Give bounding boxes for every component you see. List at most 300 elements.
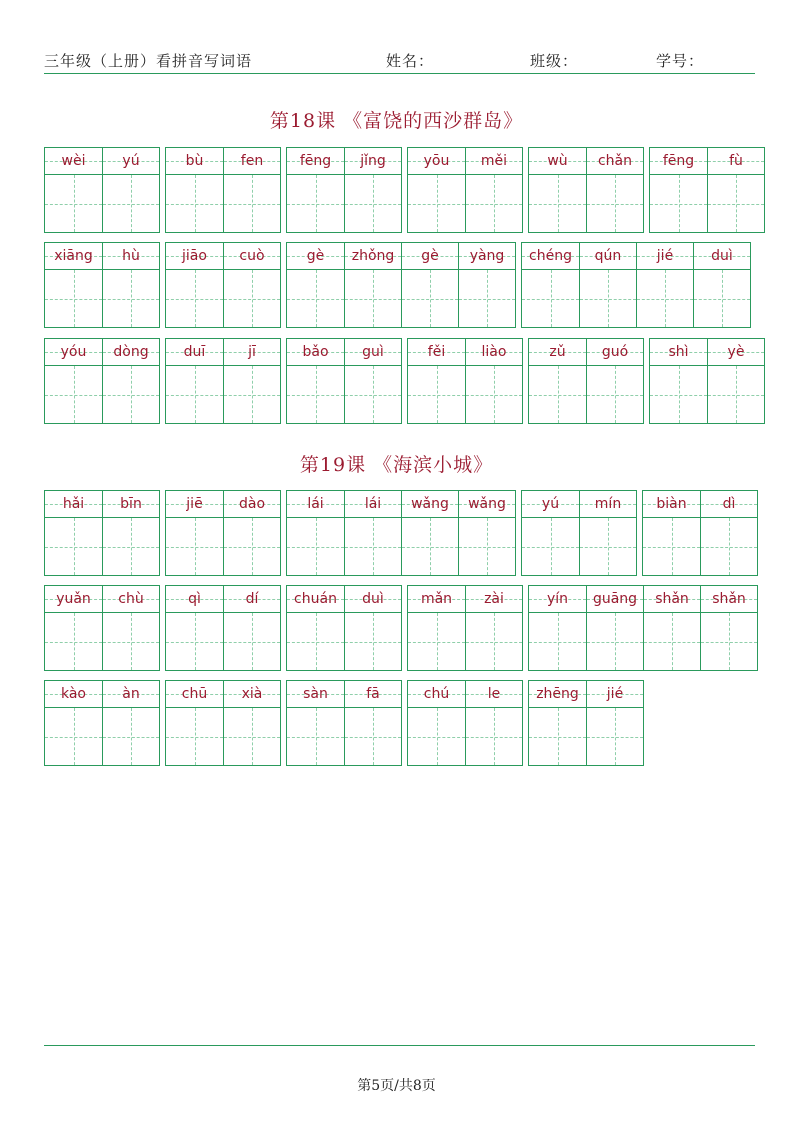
writing-box[interactable] [45,175,102,232]
character-cell [586,681,643,765]
character-cell [529,586,586,670]
writing-box[interactable] [580,270,636,327]
word-grid [407,147,523,233]
writing-box[interactable] [650,366,707,423]
writing-box[interactable] [408,366,465,423]
writing-box[interactable] [459,270,515,327]
pinyin-text: shǎn [655,591,689,607]
worksheet-title: 三年级（上册）看拼音写词语 [44,52,253,70]
character-cell [287,243,344,327]
word-grid [649,338,765,424]
pinyin-box [103,681,159,708]
word-grid [286,680,402,766]
writing-box[interactable] [103,270,159,327]
word-grid [286,338,402,424]
pinyin-box [529,586,586,613]
writing-box[interactable] [224,613,280,670]
character-cell [586,586,643,670]
pinyin-box [287,681,344,708]
pinyin-text: fěi [427,344,446,360]
writing-box[interactable] [45,708,102,765]
writing-box[interactable] [224,708,280,765]
word-grid [44,147,160,233]
pinyin-text: chū [181,686,208,702]
character-cell [465,586,522,670]
character-cell [223,339,280,423]
word-grid [44,680,160,766]
character-cell [166,243,223,327]
pinyin-box [287,148,344,175]
pinyin-box [587,586,643,613]
word-grid [165,338,281,424]
pinyin-text: bù [185,153,204,169]
pinyin-box [345,243,401,270]
character-cell [102,491,159,575]
pinyin-box [580,491,636,518]
writing-box[interactable] [166,366,223,423]
writing-box[interactable] [466,175,522,232]
writing-box[interactable] [103,708,159,765]
character-cell [166,491,223,575]
character-cell [45,339,102,423]
pinyin-box [345,148,401,175]
pinyin-box [45,586,102,613]
writing-box[interactable] [587,708,643,765]
pinyin-text: yú [541,496,560,512]
character-cell [522,491,579,575]
character-cell [344,148,401,232]
word-grid [407,585,523,671]
writing-box[interactable] [529,366,586,423]
pinyin-box [103,491,159,518]
pinyin-box [466,681,522,708]
pinyin-text: zhēng [536,686,579,702]
pinyin-box [466,586,522,613]
pinyin-box [166,243,223,270]
writing-box[interactable] [45,270,102,327]
pinyin-text: qún [594,248,622,264]
lesson-18-title: 第18课 《富饶的西沙群岛》 [269,110,524,132]
writing-box[interactable] [166,270,223,327]
pinyin-text: fen [240,153,264,169]
pinyin-text: duī [183,344,206,360]
writing-box[interactable] [408,613,465,670]
pinyin-box [408,586,465,613]
pinyin-text: xià [241,686,263,702]
character-cell [643,491,700,575]
pinyin-box [45,491,102,518]
character-cell [344,339,401,423]
writing-box[interactable] [103,613,159,670]
pinyin-box [224,243,280,270]
pinyin-text: jié [606,686,624,702]
character-cell [166,339,223,423]
character-cell [465,148,522,232]
writing-box[interactable] [408,175,465,232]
writing-box[interactable] [408,708,465,765]
writing-box[interactable] [466,613,522,670]
character-cell [223,243,280,327]
pinyin-box [402,243,458,270]
pinyin-text: zhǒng [351,248,395,264]
writing-box[interactable] [166,175,223,232]
character-cell [408,586,465,670]
pinyin-box [166,586,223,613]
pinyin-text: dì [722,496,736,512]
pinyin-text: dào [238,496,266,512]
word-grid [407,680,523,766]
pinyin-text: dí [245,591,259,607]
writing-box[interactable] [708,366,764,423]
writing-box[interactable] [466,366,522,423]
pinyin-box [45,243,102,270]
writing-box[interactable] [287,366,344,423]
writing-box[interactable] [287,708,344,765]
character-cell [344,681,401,765]
pinyin-text: yóu [60,344,87,360]
pinyin-text: fā [366,686,380,702]
character-cell [586,339,643,423]
pinyin-text: duì [362,591,384,607]
character-cell [102,243,159,327]
pinyin-box [466,148,522,175]
pinyin-text: zǔ [549,344,566,360]
writing-box[interactable] [287,270,344,327]
character-cell [579,243,636,327]
writing-box[interactable] [466,708,522,765]
pinyin-box [529,148,586,175]
pinyin-text: shì [668,344,689,360]
pinyin-box [166,339,223,366]
pinyin-text: cuò [239,248,265,264]
pinyin-text: chéng [529,248,572,264]
class-label: 班级： [530,52,579,70]
pinyin-text: hù [122,248,140,264]
pinyin-text: bīn [120,496,142,512]
writing-box[interactable] [166,518,223,575]
pinyin-box [580,243,636,270]
writing-box[interactable] [345,175,401,232]
pinyin-box [287,243,344,270]
writing-box[interactable] [522,518,579,575]
pinyin-box [408,148,465,175]
pinyin-box [522,491,579,518]
name-label: 姓名： [386,52,435,70]
word-grid [44,242,160,328]
pinyin-text: gè [306,248,325,264]
writing-box[interactable] [459,518,515,575]
page-header [44,48,755,74]
character-cell [401,491,458,575]
pinyin-box [529,339,586,366]
character-cell [287,586,344,670]
character-cell [529,339,586,423]
pinyin-text: yàng [469,248,505,264]
writing-box[interactable] [643,518,700,575]
pinyin-text: yè [727,344,745,360]
pinyin-box [643,491,700,518]
word-grid [165,242,281,328]
pinyin-box [466,339,522,366]
pinyin-box [287,586,344,613]
character-cell [344,243,401,327]
word-grid [165,585,281,671]
pinyin-text: mǎn [420,591,453,607]
pinyin-box [224,148,280,175]
word-grid [165,490,281,576]
character-cell [45,586,102,670]
character-cell [529,148,586,232]
writing-box[interactable] [587,613,643,670]
writing-box[interactable] [701,518,757,575]
pinyin-text: jī [248,344,256,360]
pinyin-box [529,681,586,708]
pinyin-text: àn [122,686,140,702]
pinyin-box [166,681,223,708]
character-cell [707,148,764,232]
writing-box[interactable] [694,270,750,327]
word-grid [165,147,281,233]
pinyin-text: guāng [592,591,638,607]
character-cell [102,148,159,232]
character-cell [650,339,707,423]
pinyin-text: xiāng [54,248,93,264]
word-grid [165,680,281,766]
pinyin-box [587,681,643,708]
writing-box[interactable] [345,366,401,423]
character-cell [700,586,757,670]
character-cell [102,681,159,765]
pinyin-text: yín [546,591,569,607]
pinyin-text: zài [484,591,504,607]
pinyin-box [587,148,643,175]
writing-box[interactable] [45,613,102,670]
pinyin-box [224,491,280,518]
pinyin-box [103,339,159,366]
pinyin-text: guì [362,344,384,360]
character-cell [287,681,344,765]
pinyin-text: liào [481,344,507,360]
word-grid [521,490,637,576]
character-cell [45,148,102,232]
writing-box[interactable] [345,518,401,575]
character-cell [45,491,102,575]
pinyin-box [287,339,344,366]
character-cell [700,491,757,575]
word-grid [286,147,402,233]
writing-box[interactable] [580,518,636,575]
pinyin-text: fēng [662,153,695,169]
pinyin-box [224,339,280,366]
pinyin-text: chú [423,686,450,702]
character-cell [166,148,223,232]
character-cell [636,243,693,327]
writing-box[interactable] [224,366,280,423]
lesson-19-title: 第19课 《海滨小城》 [299,454,494,476]
pinyin-box [637,243,693,270]
pinyin-text: hǎi [62,496,85,512]
pinyin-box [459,243,515,270]
writing-box[interactable] [166,613,223,670]
writing-box[interactable] [402,270,458,327]
pinyin-text: kào [60,686,86,702]
student-id-label: 学号： [656,52,705,70]
character-cell [458,491,515,575]
writing-box[interactable] [345,270,401,327]
pinyin-text: shǎn [712,591,746,607]
writing-box[interactable] [103,175,159,232]
word-grid [44,490,160,576]
writing-box[interactable] [224,270,280,327]
pinyin-box [701,586,757,613]
writing-box[interactable] [650,175,707,232]
writing-box[interactable] [587,366,643,423]
pinyin-text: yuǎn [56,591,91,607]
pinyin-box [103,586,159,613]
pinyin-box [45,339,102,366]
writing-box[interactable] [345,613,401,670]
character-cell [344,491,401,575]
writing-box[interactable] [522,270,579,327]
pinyin-text: guó [601,344,629,360]
pinyin-box [224,586,280,613]
pinyin-box [103,148,159,175]
pinyin-box [45,681,102,708]
pinyin-box [708,148,764,175]
writing-box[interactable] [45,518,102,575]
pinyin-box [587,339,643,366]
pinyin-box [708,339,764,366]
word-grid [528,585,758,671]
writing-box[interactable] [644,613,700,670]
pinyin-box [166,148,223,175]
pinyin-box [402,491,458,518]
writing-box[interactable] [166,708,223,765]
character-cell [45,243,102,327]
pinyin-text: bǎo [302,344,329,360]
writing-box[interactable] [45,366,102,423]
character-cell [102,586,159,670]
pinyin-text: wù [547,153,568,169]
writing-box[interactable] [103,518,159,575]
character-cell [223,681,280,765]
word-grid [528,338,644,424]
word-grid [286,490,516,576]
character-cell [586,148,643,232]
pinyin-box [45,148,102,175]
writing-box[interactable] [287,518,344,575]
pinyin-text: mín [594,496,622,512]
pinyin-text: dòng [113,344,149,360]
writing-box[interactable] [345,708,401,765]
writing-box[interactable] [587,175,643,232]
pinyin-text: fēng [299,153,332,169]
pinyin-box [408,681,465,708]
word-grid [44,338,160,424]
word-grid [407,338,523,424]
pinyin-box [103,243,159,270]
pinyin-box [224,681,280,708]
character-cell [458,243,515,327]
writing-box[interactable] [529,613,586,670]
word-grid [521,242,751,328]
pinyin-text: chù [118,591,144,607]
character-cell [166,681,223,765]
character-cell [102,339,159,423]
pinyin-text: jǐng [360,153,386,169]
writing-box[interactable] [529,175,586,232]
pinyin-box [694,243,750,270]
pinyin-text: yōu [423,153,450,169]
pinyin-box [522,243,579,270]
character-cell [223,148,280,232]
character-cell [522,243,579,327]
pinyin-box [345,491,401,518]
pinyin-text: yú [122,153,140,169]
writing-box[interactable] [224,175,280,232]
pinyin-text: wǎng [468,496,506,512]
pinyin-box [459,491,515,518]
pinyin-box [166,491,223,518]
character-cell [344,586,401,670]
character-cell [465,681,522,765]
pinyin-text: sàn [303,686,328,702]
character-cell [650,148,707,232]
writing-box[interactable] [103,366,159,423]
pinyin-text: le [487,686,501,702]
writing-box[interactable] [224,518,280,575]
pinyin-text: jiāo [182,248,207,264]
writing-box[interactable] [287,613,344,670]
character-cell [287,148,344,232]
pinyin-box [287,491,344,518]
pinyin-box [345,339,401,366]
writing-box[interactable] [529,708,586,765]
pinyin-text: chǎn [597,153,633,169]
writing-box[interactable] [287,175,344,232]
pinyin-text: fù [729,153,743,169]
writing-box[interactable] [701,613,757,670]
character-cell [643,586,700,670]
word-grid [649,147,765,233]
pinyin-box [345,681,401,708]
pinyin-box [701,491,757,518]
pinyin-text: lái [364,496,382,512]
character-cell [579,491,636,575]
character-cell [693,243,750,327]
character-cell [287,491,344,575]
pinyin-box [345,586,401,613]
pinyin-text: wǎng [411,496,449,512]
writing-box[interactable] [708,175,764,232]
character-cell [529,681,586,765]
character-cell [707,339,764,423]
pinyin-text: lái [307,496,324,512]
pinyin-text: qì [188,591,201,607]
word-grid [44,585,160,671]
pinyin-text: gè [421,248,439,264]
pinyin-text: duì [711,248,733,264]
pinyin-box [650,339,707,366]
writing-box[interactable] [402,518,458,575]
character-cell [465,339,522,423]
character-cell [408,148,465,232]
writing-box[interactable] [637,270,693,327]
pinyin-box [650,148,707,175]
pinyin-text: chuán [294,591,337,607]
pinyin-text: wèi [61,153,86,169]
character-cell [223,491,280,575]
